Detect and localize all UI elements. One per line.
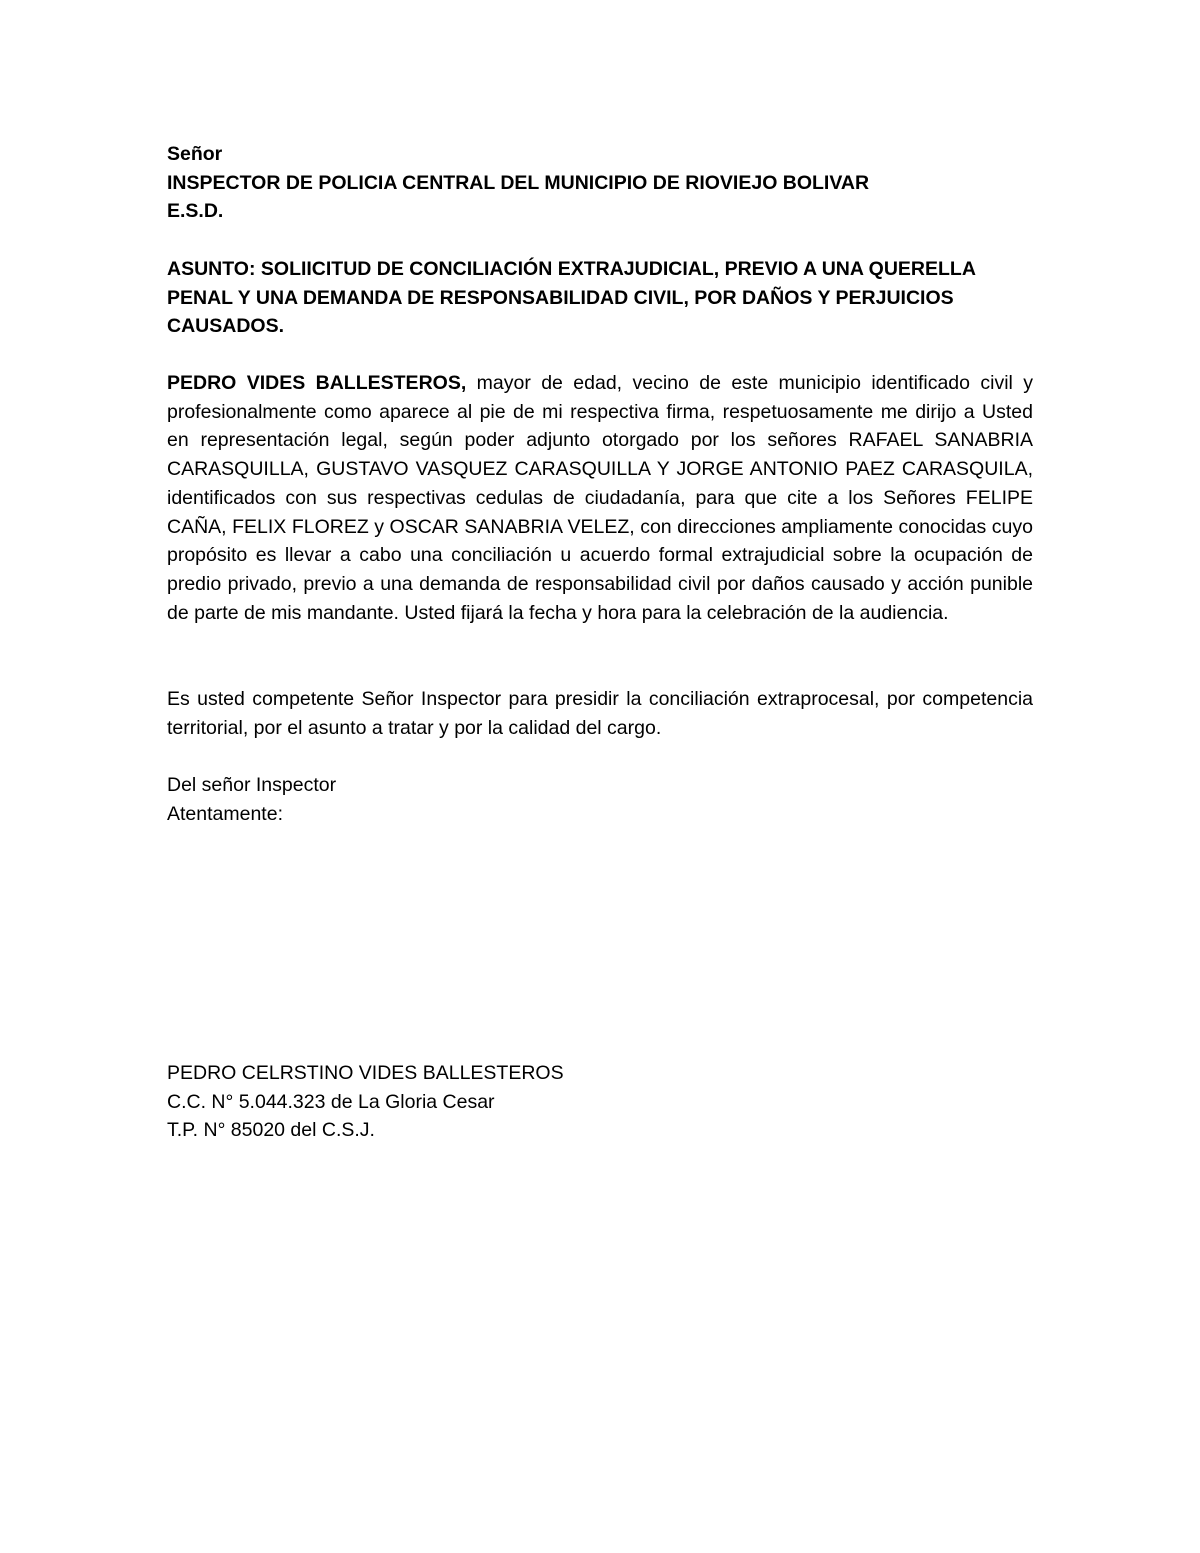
paragraph-text: mayor de edad, vecino de este municipio identificado civil y profesionalmente como aparece al pie de mi respectiva firma, respetuosamente me dirijo a Usted en representación legal, según poder adjunto otorgado por los señores RAFAEL SANABRIA CARASQUILLA, GUSTAVO VASQUEZ CARASQUILLA Y JORGE ANTONIO PAEZ CARASQUILA, identificados con sus respectivas cedulas de ciudadanía, para que cite a los Señores FELIPE CAÑA, FELIX FLOREZ y OSCAR SANABRIA VELEZ, con direcciones ampliamente conocidas cuyo propósito es llevar a cabo una conciliación u acuerdo formal extrajudicial sobre la ocupación de predio privado, previo a una demanda de responsabilidad civil por daños causado y acción punible de parte de mis mandante. Usted fijará la fecha y hora para la celebración de la audiencia. (167, 372, 1034, 624)
salutation: Señor (167, 143, 223, 165)
signature-professional-card: T.P. N° 85020 del C.S.J. (167, 1119, 375, 1142)
body-paragraph (167, 685, 1033, 742)
subject-line: ASUNTO: SOLIICITUD DE CONCILIACIÓN EXTRAJUDICIAL, PREVIO A UNA QUERELLA (167, 258, 976, 280)
body-paragraph (167, 369, 1033, 627)
esd-abbreviation: E.S.D. (167, 200, 224, 223)
subject-line: PENAL Y UNA DEMANDA DE RESPONSABILIDAD CIVIL, POR DAÑOS Y PERJUICIOS (167, 286, 954, 309)
closing-block (167, 771, 1033, 828)
subject-block (167, 255, 1033, 341)
paragraph-text: Es usted competente Señor Inspector para presidir la conciliación extraprocesal, por competencia territorial, por el asunto a tratar y por la calidad del cargo. (167, 688, 1033, 739)
recipient: INSPECTOR DE POLICIA CENTRAL DEL MUNICIPIO DE RIOVIEJO BOLIVAR (167, 171, 870, 194)
subject-line: CAUSADOS. (167, 315, 285, 338)
letter-header (167, 140, 1033, 226)
signature-id-number: C.C. N° 5.044.323 de La Gloria Cesar (167, 1090, 495, 1113)
closing-line: Del señor Inspector (167, 774, 337, 796)
representative-name: PEDRO VIDES BALLESTEROS, (167, 372, 467, 394)
signature-block (167, 1059, 1033, 1145)
closing-line: Atentamente: (167, 802, 283, 825)
signature-name: PEDRO CELRSTINO VIDES BALLESTEROS (167, 1062, 564, 1084)
